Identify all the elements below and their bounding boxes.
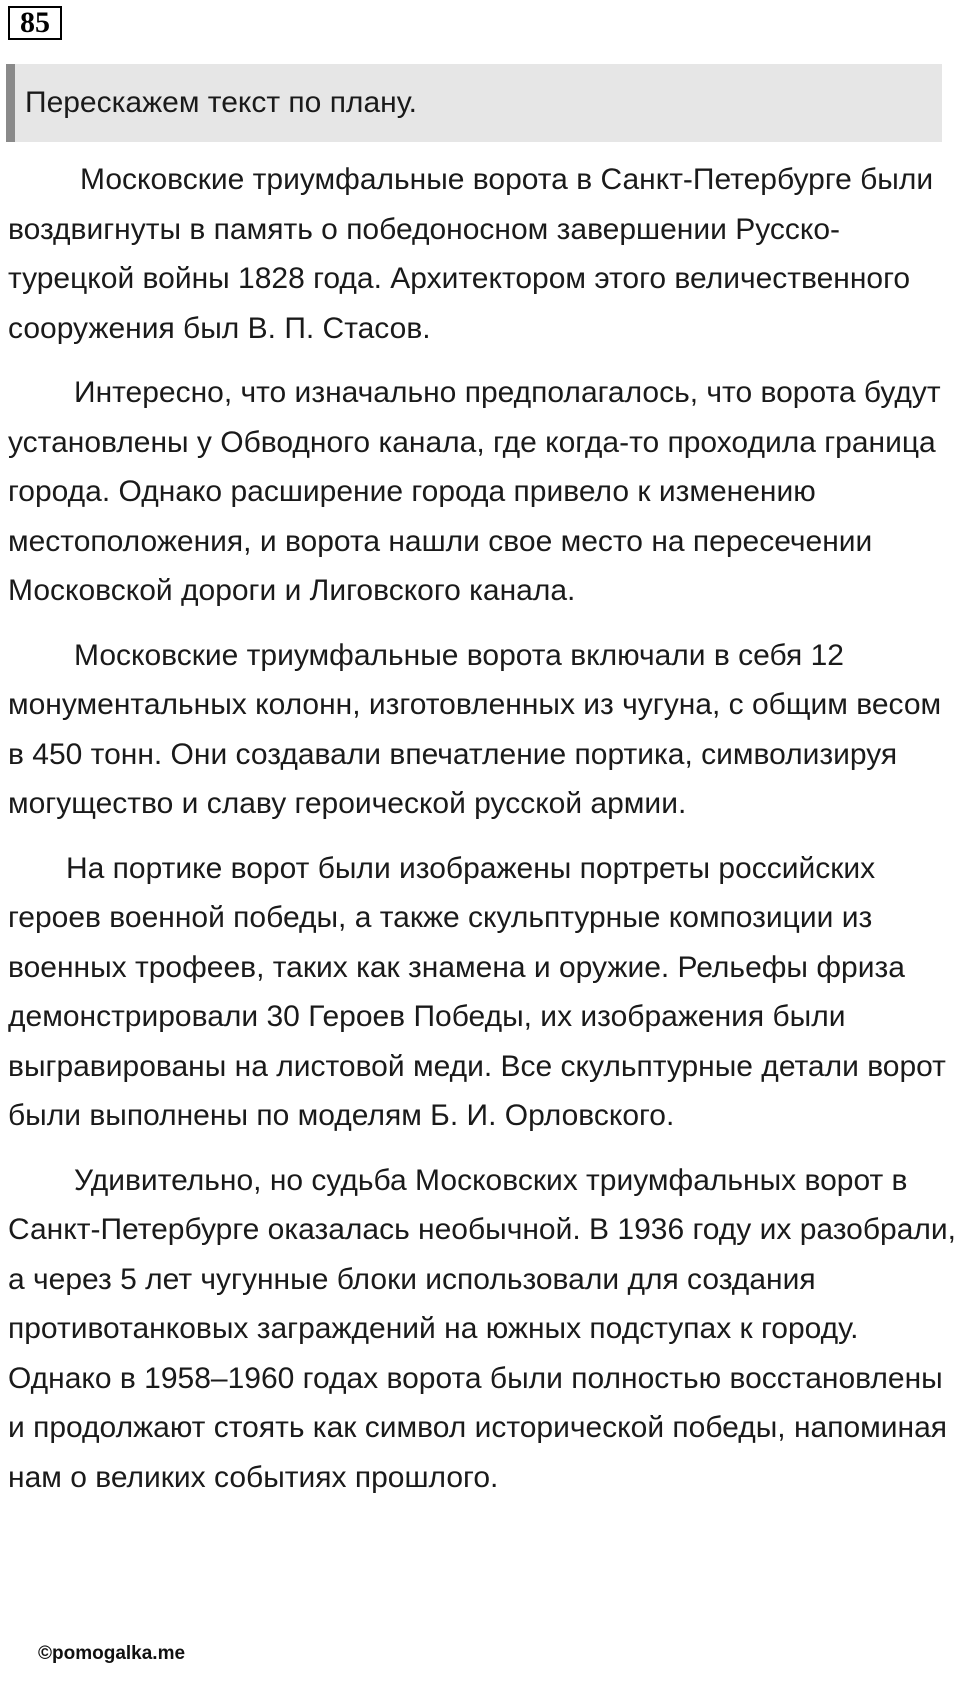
- paragraph-3: Московские триумфальные ворота включали в себя 12 монументальных колонн, изготовленных из чугуна, с общим весом в 450 тонн. Они создавали впечатление портика, символизируя могущество и славу героической русской армии.: [8, 638, 942, 820]
- paragraph-2: Интересно, что изначально предполагалось, что ворота будут установлены у Обводного канала, где когда-то проходила граница города. Однако расширение города привело к изменению местоположения, и ворота нашли свое место на пересечении Московской дороги и Лиговского канала.: [8, 376, 941, 607]
- paragraph-1: Московские триумфальные ворота в Санкт-Петербурге были воздвигнуты в память о победоносном завершении Русско-турецкой войны 1828 года. Архитектором этого величественного сооружения был В. П. Стасов.: [8, 163, 934, 345]
- article-body: [8, 155, 956, 1517]
- paragraph-4: На портике ворот были изображены портреты российских героев военной победы, а также скульптурные композиции из военных трофеев, таких как знамена и оружие. Рельефы фриза демонстрировали 30 Героев Победы, их изображения были выгравированы на листовой меди. Все скульптурные детали ворот были выполнены по моделям Б. И. Орловского.: [8, 851, 946, 1132]
- instruction-text: Перескажем текст по плану.: [25, 86, 418, 119]
- task-number-badge: [8, 6, 62, 40]
- paragraph-5: Удивительно, но судьба Московских триумфальных ворот в Санкт-Петербурге оказалась необычной. В 1936 году их разобрали, а через 5 лет чугунные блоки использовали для создания противотанковых заграждений на южных подступах к городу. Однако в 1958–1960 годах ворота были полностью восстановлены и продолжают стоять как символ исторической победы, напоминая нам о великих событиях прошлого.: [8, 1163, 956, 1494]
- task-number: 85: [20, 6, 50, 39]
- instruction-banner: [6, 64, 942, 142]
- watermark: ©pomogalka.me: [38, 1643, 188, 1665]
